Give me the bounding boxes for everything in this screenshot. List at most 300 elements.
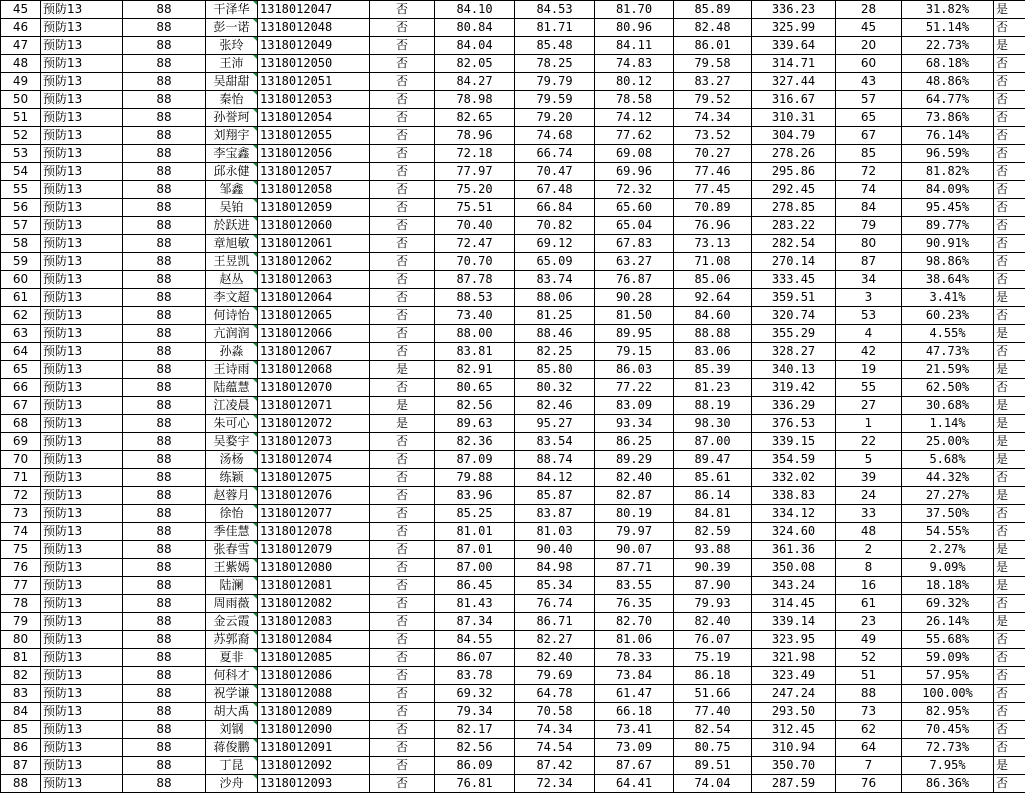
score4-cell[interactable]: 98.30 — [674, 415, 752, 433]
score3-cell[interactable]: 89.95 — [595, 325, 674, 343]
total-cell[interactable]: 328.27 — [752, 343, 836, 361]
score1-cell[interactable]: 82.36 — [435, 433, 515, 451]
seq-cell[interactable]: 64 — [1, 343, 41, 361]
class-cell[interactable]: 预防13 — [41, 703, 123, 721]
class-size-cell[interactable]: 88 — [123, 109, 206, 127]
score1-cell[interactable]: 72.47 — [435, 235, 515, 253]
class-size-cell[interactable]: 88 — [123, 631, 206, 649]
flag-cell[interactable]: 否 — [370, 73, 435, 91]
class-cell[interactable]: 预防13 — [41, 37, 123, 55]
rank-percent-cell[interactable]: 82.95% — [902, 703, 994, 721]
class-cell[interactable]: 预防13 — [41, 109, 123, 127]
student-id-cell[interactable]: 1318012056 — [258, 145, 370, 163]
class-size-cell[interactable]: 88 — [123, 685, 206, 703]
seq-cell[interactable]: 74 — [1, 523, 41, 541]
total-cell[interactable]: 314.45 — [752, 595, 836, 613]
flag-cell[interactable]: 否 — [370, 307, 435, 325]
qualified-cell[interactable]: 否 — [994, 235, 1025, 253]
score2-cell[interactable]: 95.27 — [515, 415, 595, 433]
student-id-cell[interactable]: 1318012082 — [258, 595, 370, 613]
score4-cell[interactable]: 89.47 — [674, 451, 752, 469]
score3-cell[interactable]: 82.87 — [595, 487, 674, 505]
rank-percent-cell[interactable]: 95.45% — [902, 199, 994, 217]
student-id-cell[interactable]: 1318012076 — [258, 487, 370, 505]
rank-cell[interactable]: 74 — [836, 181, 902, 199]
name-cell[interactable]: 李文超 — [206, 289, 258, 307]
seq-cell[interactable]: 76 — [1, 559, 41, 577]
qualified-cell[interactable]: 否 — [994, 127, 1025, 145]
flag-cell[interactable]: 否 — [370, 325, 435, 343]
total-cell[interactable]: 316.67 — [752, 91, 836, 109]
name-cell[interactable]: 赵蓉月 — [206, 487, 258, 505]
score2-cell[interactable]: 85.87 — [515, 487, 595, 505]
score2-cell[interactable]: 79.20 — [515, 109, 595, 127]
qualified-cell[interactable]: 否 — [994, 307, 1025, 325]
rank-cell[interactable]: 45 — [836, 19, 902, 37]
flag-cell[interactable]: 否 — [370, 757, 435, 775]
score3-cell[interactable]: 77.62 — [595, 127, 674, 145]
student-id-cell[interactable]: 1318012060 — [258, 217, 370, 235]
name-cell[interactable]: 邹鑫 — [206, 181, 258, 199]
seq-cell[interactable]: 66 — [1, 379, 41, 397]
flag-cell[interactable]: 否 — [370, 685, 435, 703]
score2-cell[interactable]: 84.98 — [515, 559, 595, 577]
seq-cell[interactable]: 54 — [1, 163, 41, 181]
score1-cell[interactable]: 82.05 — [435, 55, 515, 73]
total-cell[interactable]: 354.59 — [752, 451, 836, 469]
class-cell[interactable]: 预防13 — [41, 361, 123, 379]
score3-cell[interactable]: 73.09 — [595, 739, 674, 757]
name-cell[interactable]: 陆蕴慧 — [206, 379, 258, 397]
student-id-cell[interactable]: 1318012086 — [258, 667, 370, 685]
name-cell[interactable]: 章旭敏 — [206, 235, 258, 253]
rank-cell[interactable]: 43 — [836, 73, 902, 91]
score2-cell[interactable]: 81.25 — [515, 307, 595, 325]
total-cell[interactable]: 282.54 — [752, 235, 836, 253]
class-cell[interactable]: 预防13 — [41, 415, 123, 433]
name-cell[interactable]: 亢润润 — [206, 325, 258, 343]
rank-percent-cell[interactable]: 31.82% — [902, 1, 994, 19]
score2-cell[interactable]: 66.84 — [515, 199, 595, 217]
score2-cell[interactable]: 85.48 — [515, 37, 595, 55]
score4-cell[interactable]: 83.27 — [674, 73, 752, 91]
class-cell[interactable]: 预防13 — [41, 613, 123, 631]
rank-cell[interactable]: 65 — [836, 109, 902, 127]
score2-cell[interactable]: 70.47 — [515, 163, 595, 181]
score4-cell[interactable]: 51.66 — [674, 685, 752, 703]
score4-cell[interactable]: 79.93 — [674, 595, 752, 613]
score4-cell[interactable]: 77.46 — [674, 163, 752, 181]
qualified-cell[interactable]: 是 — [994, 757, 1025, 775]
score1-cell[interactable]: 84.27 — [435, 73, 515, 91]
rank-percent-cell[interactable]: 30.68% — [902, 397, 994, 415]
score3-cell[interactable]: 79.97 — [595, 523, 674, 541]
student-id-cell[interactable]: 1318012090 — [258, 721, 370, 739]
student-id-cell[interactable]: 1318012091 — [258, 739, 370, 757]
score3-cell[interactable]: 73.84 — [595, 667, 674, 685]
score4-cell[interactable]: 77.45 — [674, 181, 752, 199]
class-size-cell[interactable]: 88 — [123, 667, 206, 685]
score1-cell[interactable]: 86.45 — [435, 577, 515, 595]
score4-cell[interactable]: 88.19 — [674, 397, 752, 415]
student-id-cell[interactable]: 1318012061 — [258, 235, 370, 253]
score2-cell[interactable]: 88.74 — [515, 451, 595, 469]
class-size-cell[interactable]: 88 — [123, 289, 206, 307]
total-cell[interactable]: 332.02 — [752, 469, 836, 487]
name-cell[interactable]: 王沛 — [206, 55, 258, 73]
qualified-cell[interactable]: 否 — [994, 595, 1025, 613]
rank-cell[interactable]: 79 — [836, 217, 902, 235]
rank-cell[interactable]: 72 — [836, 163, 902, 181]
class-size-cell[interactable]: 88 — [123, 505, 206, 523]
total-cell[interactable]: 339.15 — [752, 433, 836, 451]
flag-cell[interactable]: 否 — [370, 1, 435, 19]
qualified-cell[interactable]: 否 — [994, 91, 1025, 109]
score4-cell[interactable]: 74.04 — [674, 775, 752, 793]
qualified-cell[interactable]: 否 — [994, 109, 1025, 127]
qualified-cell[interactable]: 否 — [994, 703, 1025, 721]
rank-cell[interactable]: 51 — [836, 667, 902, 685]
class-size-cell[interactable]: 88 — [123, 595, 206, 613]
rank-cell[interactable]: 73 — [836, 703, 902, 721]
class-size-cell[interactable]: 88 — [123, 433, 206, 451]
rank-percent-cell[interactable]: 9.09% — [902, 559, 994, 577]
class-cell[interactable]: 预防13 — [41, 775, 123, 793]
seq-cell[interactable]: 85 — [1, 721, 41, 739]
student-id-cell[interactable]: 1318012064 — [258, 289, 370, 307]
name-cell[interactable]: 张春雪 — [206, 541, 258, 559]
rank-percent-cell[interactable]: 73.86% — [902, 109, 994, 127]
score1-cell[interactable]: 83.78 — [435, 667, 515, 685]
name-cell[interactable]: 夏非 — [206, 649, 258, 667]
score2-cell[interactable]: 65.09 — [515, 253, 595, 271]
score4-cell[interactable]: 76.96 — [674, 217, 752, 235]
student-id-cell[interactable]: 1318012065 — [258, 307, 370, 325]
flag-cell[interactable]: 否 — [370, 577, 435, 595]
student-id-cell[interactable]: 1318012055 — [258, 127, 370, 145]
score4-cell[interactable]: 80.75 — [674, 739, 752, 757]
seq-cell[interactable]: 46 — [1, 19, 41, 37]
name-cell[interactable]: 练颖 — [206, 469, 258, 487]
score3-cell[interactable]: 69.96 — [595, 163, 674, 181]
student-id-cell[interactable]: 1318012081 — [258, 577, 370, 595]
rank-cell[interactable]: 4 — [836, 325, 902, 343]
student-id-cell[interactable]: 1318012073 — [258, 433, 370, 451]
flag-cell[interactable]: 否 — [370, 379, 435, 397]
rank-percent-cell[interactable]: 76.14% — [902, 127, 994, 145]
student-id-cell[interactable]: 1318012084 — [258, 631, 370, 649]
score3-cell[interactable]: 86.03 — [595, 361, 674, 379]
score2-cell[interactable]: 76.74 — [515, 595, 595, 613]
total-cell[interactable]: 319.42 — [752, 379, 836, 397]
score2-cell[interactable]: 79.69 — [515, 667, 595, 685]
seq-cell[interactable]: 88 — [1, 775, 41, 793]
name-cell[interactable]: 金云霞 — [206, 613, 258, 631]
score2-cell[interactable]: 79.79 — [515, 73, 595, 91]
class-size-cell[interactable]: 88 — [123, 469, 206, 487]
student-id-cell[interactable]: 1318012085 — [258, 649, 370, 667]
total-cell[interactable]: 324.60 — [752, 523, 836, 541]
total-cell[interactable]: 359.51 — [752, 289, 836, 307]
score3-cell[interactable]: 77.22 — [595, 379, 674, 397]
score3-cell[interactable]: 82.70 — [595, 613, 674, 631]
seq-cell[interactable]: 48 — [1, 55, 41, 73]
total-cell[interactable]: 295.86 — [752, 163, 836, 181]
qualified-cell[interactable]: 否 — [994, 73, 1025, 91]
total-cell[interactable]: 323.49 — [752, 667, 836, 685]
total-cell[interactable]: 376.53 — [752, 415, 836, 433]
score2-cell[interactable]: 84.12 — [515, 469, 595, 487]
class-cell[interactable]: 预防13 — [41, 397, 123, 415]
rank-percent-cell[interactable]: 3.41% — [902, 289, 994, 307]
qualified-cell[interactable]: 否 — [994, 379, 1025, 397]
score1-cell[interactable]: 82.65 — [435, 109, 515, 127]
rank-cell[interactable]: 76 — [836, 775, 902, 793]
flag-cell[interactable]: 否 — [370, 505, 435, 523]
score1-cell[interactable]: 80.84 — [435, 19, 515, 37]
score4-cell[interactable]: 85.89 — [674, 1, 752, 19]
rank-percent-cell[interactable]: 57.95% — [902, 667, 994, 685]
student-id-cell[interactable]: 1318012077 — [258, 505, 370, 523]
rank-cell[interactable]: 62 — [836, 721, 902, 739]
qualified-cell[interactable]: 否 — [994, 181, 1025, 199]
class-size-cell[interactable]: 88 — [123, 559, 206, 577]
score1-cell[interactable]: 75.20 — [435, 181, 515, 199]
score4-cell[interactable]: 76.07 — [674, 631, 752, 649]
score1-cell[interactable]: 85.25 — [435, 505, 515, 523]
name-cell[interactable]: 孙淼 — [206, 343, 258, 361]
class-cell[interactable]: 预防13 — [41, 649, 123, 667]
score3-cell[interactable]: 83.55 — [595, 577, 674, 595]
seq-cell[interactable]: 81 — [1, 649, 41, 667]
flag-cell[interactable]: 否 — [370, 217, 435, 235]
flag-cell[interactable]: 否 — [370, 595, 435, 613]
score4-cell[interactable]: 83.06 — [674, 343, 752, 361]
score4-cell[interactable]: 74.34 — [674, 109, 752, 127]
score4-cell[interactable]: 88.88 — [674, 325, 752, 343]
name-cell[interactable]: 丁昆 — [206, 757, 258, 775]
class-size-cell[interactable]: 88 — [123, 721, 206, 739]
score4-cell[interactable]: 79.58 — [674, 55, 752, 73]
score1-cell[interactable]: 84.04 — [435, 37, 515, 55]
class-size-cell[interactable]: 88 — [123, 55, 206, 73]
score1-cell[interactable]: 70.40 — [435, 217, 515, 235]
seq-cell[interactable]: 71 — [1, 469, 41, 487]
score1-cell[interactable]: 81.43 — [435, 595, 515, 613]
score4-cell[interactable]: 93.88 — [674, 541, 752, 559]
rank-percent-cell[interactable]: 59.09% — [902, 649, 994, 667]
rank-percent-cell[interactable]: 48.86% — [902, 73, 994, 91]
class-cell[interactable]: 预防13 — [41, 433, 123, 451]
rank-cell[interactable]: 8 — [836, 559, 902, 577]
flag-cell[interactable]: 否 — [370, 289, 435, 307]
rank-cell[interactable]: 24 — [836, 487, 902, 505]
student-id-cell[interactable]: 1318012051 — [258, 73, 370, 91]
rank-percent-cell[interactable]: 96.59% — [902, 145, 994, 163]
class-cell[interactable]: 预防13 — [41, 163, 123, 181]
rank-percent-cell[interactable]: 62.50% — [902, 379, 994, 397]
qualified-cell[interactable]: 否 — [994, 253, 1025, 271]
rank-cell[interactable]: 48 — [836, 523, 902, 541]
flag-cell[interactable]: 否 — [370, 703, 435, 721]
score3-cell[interactable]: 81.50 — [595, 307, 674, 325]
score2-cell[interactable]: 74.68 — [515, 127, 595, 145]
score3-cell[interactable]: 65.04 — [595, 217, 674, 235]
rank-percent-cell[interactable]: 69.32% — [902, 595, 994, 613]
score4-cell[interactable]: 92.64 — [674, 289, 752, 307]
score1-cell[interactable]: 80.65 — [435, 379, 515, 397]
rank-percent-cell[interactable]: 26.14% — [902, 613, 994, 631]
class-size-cell[interactable]: 88 — [123, 361, 206, 379]
class-cell[interactable]: 预防13 — [41, 217, 123, 235]
flag-cell[interactable]: 否 — [370, 631, 435, 649]
total-cell[interactable]: 292.45 — [752, 181, 836, 199]
score3-cell[interactable]: 89.29 — [595, 451, 674, 469]
class-cell[interactable]: 预防13 — [41, 739, 123, 757]
qualified-cell[interactable]: 否 — [994, 217, 1025, 235]
score3-cell[interactable]: 83.09 — [595, 397, 674, 415]
name-cell[interactable]: 江凌晨 — [206, 397, 258, 415]
score4-cell[interactable]: 87.00 — [674, 433, 752, 451]
score4-cell[interactable]: 82.54 — [674, 721, 752, 739]
class-size-cell[interactable]: 88 — [123, 757, 206, 775]
score2-cell[interactable]: 79.59 — [515, 91, 595, 109]
score4-cell[interactable]: 79.52 — [674, 91, 752, 109]
class-size-cell[interactable]: 88 — [123, 325, 206, 343]
flag-cell[interactable]: 否 — [370, 433, 435, 451]
qualified-cell[interactable]: 是 — [994, 541, 1025, 559]
class-size-cell[interactable]: 88 — [123, 703, 206, 721]
class-cell[interactable]: 预防13 — [41, 19, 123, 37]
name-cell[interactable]: 徐怡 — [206, 505, 258, 523]
score4-cell[interactable]: 85.39 — [674, 361, 752, 379]
score2-cell[interactable]: 82.25 — [515, 343, 595, 361]
flag-cell[interactable]: 否 — [370, 19, 435, 37]
flag-cell[interactable]: 是 — [370, 397, 435, 415]
total-cell[interactable]: 339.64 — [752, 37, 836, 55]
seq-cell[interactable]: 84 — [1, 703, 41, 721]
seq-cell[interactable]: 62 — [1, 307, 41, 325]
name-cell[interactable]: 何诗怡 — [206, 307, 258, 325]
flag-cell[interactable]: 否 — [370, 469, 435, 487]
score2-cell[interactable]: 83.87 — [515, 505, 595, 523]
seq-cell[interactable]: 82 — [1, 667, 41, 685]
student-id-cell[interactable]: 1318012063 — [258, 271, 370, 289]
rank-percent-cell[interactable]: 27.27% — [902, 487, 994, 505]
name-cell[interactable]: 何科才 — [206, 667, 258, 685]
score3-cell[interactable]: 81.70 — [595, 1, 674, 19]
class-size-cell[interactable]: 88 — [123, 451, 206, 469]
class-cell[interactable]: 预防13 — [41, 289, 123, 307]
rank-cell[interactable]: 87 — [836, 253, 902, 271]
score3-cell[interactable]: 81.06 — [595, 631, 674, 649]
student-id-cell[interactable]: 1318012088 — [258, 685, 370, 703]
score1-cell[interactable]: 87.09 — [435, 451, 515, 469]
class-size-cell[interactable]: 88 — [123, 487, 206, 505]
name-cell[interactable]: 蒋俊鹏 — [206, 739, 258, 757]
seq-cell[interactable]: 63 — [1, 325, 41, 343]
class-cell[interactable]: 预防13 — [41, 505, 123, 523]
rank-percent-cell[interactable]: 51.14% — [902, 19, 994, 37]
score3-cell[interactable]: 72.32 — [595, 181, 674, 199]
score4-cell[interactable]: 84.81 — [674, 505, 752, 523]
rank-percent-cell[interactable]: 18.18% — [902, 577, 994, 595]
seq-cell[interactable]: 47 — [1, 37, 41, 55]
total-cell[interactable]: 314.71 — [752, 55, 836, 73]
class-size-cell[interactable]: 88 — [123, 577, 206, 595]
qualified-cell[interactable]: 是 — [994, 433, 1025, 451]
score4-cell[interactable]: 73.13 — [674, 235, 752, 253]
student-id-cell[interactable]: 1318012093 — [258, 775, 370, 793]
score2-cell[interactable]: 74.34 — [515, 721, 595, 739]
score3-cell[interactable]: 86.25 — [595, 433, 674, 451]
seq-cell[interactable]: 77 — [1, 577, 41, 595]
score2-cell[interactable]: 80.32 — [515, 379, 595, 397]
total-cell[interactable]: 339.14 — [752, 613, 836, 631]
class-cell[interactable]: 预防13 — [41, 487, 123, 505]
score2-cell[interactable]: 86.71 — [515, 613, 595, 631]
qualified-cell[interactable]: 是 — [994, 1, 1025, 19]
qualified-cell[interactable]: 否 — [994, 667, 1025, 685]
name-cell[interactable]: 吴铂 — [206, 199, 258, 217]
score4-cell[interactable]: 86.14 — [674, 487, 752, 505]
name-cell[interactable]: 於跃进 — [206, 217, 258, 235]
rank-percent-cell[interactable]: 37.50% — [902, 505, 994, 523]
student-id-cell[interactable]: 1318012057 — [258, 163, 370, 181]
flag-cell[interactable]: 是 — [370, 361, 435, 379]
class-size-cell[interactable]: 88 — [123, 127, 206, 145]
name-cell[interactable]: 胡大禹 — [206, 703, 258, 721]
score2-cell[interactable]: 82.27 — [515, 631, 595, 649]
rank-cell[interactable]: 60 — [836, 55, 902, 73]
name-cell[interactable]: 祝学谦 — [206, 685, 258, 703]
total-cell[interactable]: 270.14 — [752, 253, 836, 271]
score1-cell[interactable]: 69.32 — [435, 685, 515, 703]
flag-cell[interactable]: 是 — [370, 415, 435, 433]
score2-cell[interactable]: 64.78 — [515, 685, 595, 703]
class-size-cell[interactable]: 88 — [123, 163, 206, 181]
qualified-cell[interactable]: 否 — [994, 469, 1025, 487]
score1-cell[interactable]: 76.81 — [435, 775, 515, 793]
flag-cell[interactable]: 否 — [370, 523, 435, 541]
flag-cell[interactable]: 否 — [370, 91, 435, 109]
seq-cell[interactable]: 52 — [1, 127, 41, 145]
total-cell[interactable]: 350.08 — [752, 559, 836, 577]
score1-cell[interactable]: 81.01 — [435, 523, 515, 541]
qualified-cell[interactable]: 是 — [994, 451, 1025, 469]
class-size-cell[interactable]: 88 — [123, 199, 206, 217]
total-cell[interactable]: 312.45 — [752, 721, 836, 739]
rank-percent-cell[interactable]: 7.95% — [902, 757, 994, 775]
seq-cell[interactable]: 86 — [1, 739, 41, 757]
student-id-cell[interactable]: 1318012058 — [258, 181, 370, 199]
name-cell[interactable]: 孙誉珂 — [206, 109, 258, 127]
seq-cell[interactable]: 50 — [1, 91, 41, 109]
score3-cell[interactable]: 76.87 — [595, 271, 674, 289]
seq-cell[interactable]: 58 — [1, 235, 41, 253]
score3-cell[interactable]: 69.08 — [595, 145, 674, 163]
student-id-cell[interactable]: 1318012068 — [258, 361, 370, 379]
qualified-cell[interactable]: 是 — [994, 577, 1025, 595]
total-cell[interactable]: 333.45 — [752, 271, 836, 289]
rank-cell[interactable]: 85 — [836, 145, 902, 163]
seq-cell[interactable]: 61 — [1, 289, 41, 307]
class-size-cell[interactable]: 88 — [123, 19, 206, 37]
class-cell[interactable]: 预防13 — [41, 523, 123, 541]
rank-cell[interactable]: 42 — [836, 343, 902, 361]
name-cell[interactable]: 邱永健 — [206, 163, 258, 181]
flag-cell[interactable]: 否 — [370, 451, 435, 469]
